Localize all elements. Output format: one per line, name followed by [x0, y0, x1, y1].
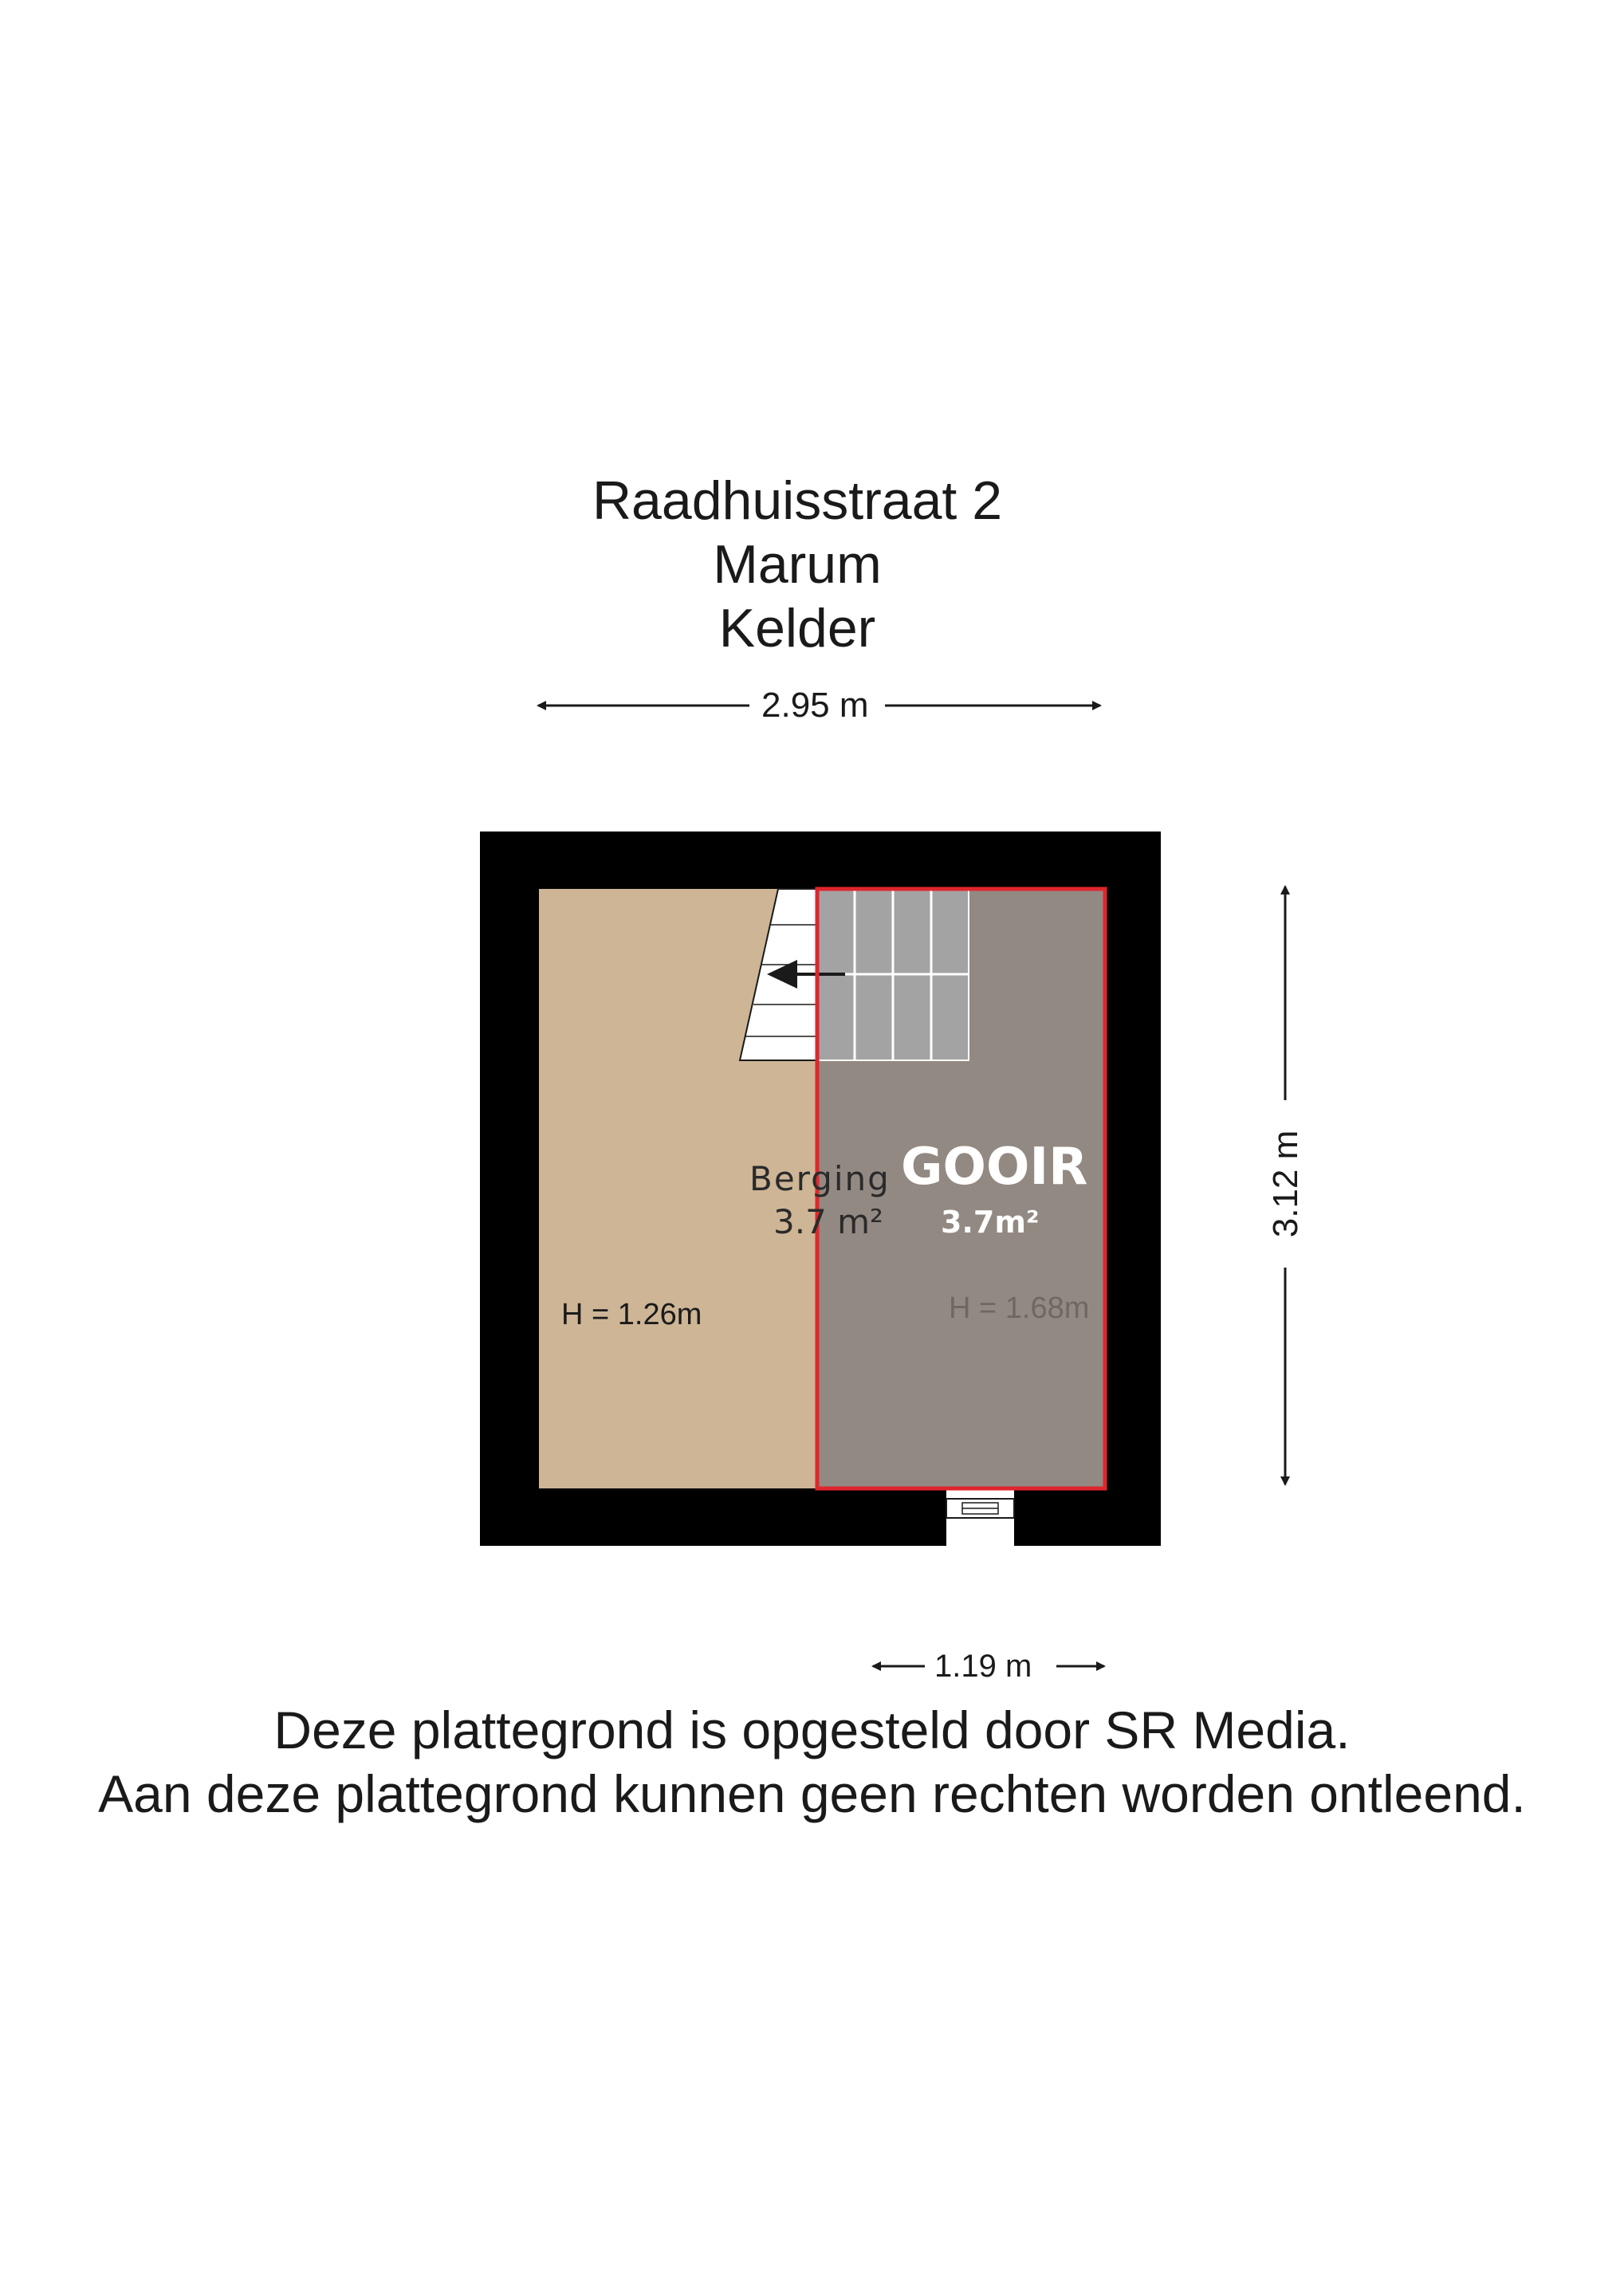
- dimension-bottom-label: 1.19 m: [934, 1646, 1032, 1686]
- bottom-wall-opening: [946, 1488, 1014, 1546]
- gooir-brand-label: GOOIR: [901, 1138, 1088, 1197]
- room-name-berging: Berging: [749, 1159, 891, 1198]
- footer-line-1: Deze plattegrond is opgesteld door SR Media.: [273, 1700, 1351, 1759]
- address-title: Raadhuisstraat 2: [592, 470, 1003, 531]
- gooir-area-label: 3.7m²: [941, 1205, 1040, 1240]
- room-area-berging: 3.7 m²: [773, 1202, 883, 1241]
- city-title: Marum: [713, 534, 882, 595]
- dimension-right-label: 3.12 m: [1266, 1124, 1306, 1244]
- room-height-berging: H = 1.26m: [561, 1298, 702, 1331]
- room-height-right-zone: H = 1.68m: [949, 1292, 1090, 1325]
- floor-title: Kelder: [718, 598, 876, 659]
- dimension-top-label: 2.95 m: [761, 686, 869, 725]
- footer-line-2: Aan deze plattegrond kunnen geen rechten worden ontleend.: [98, 1764, 1526, 1823]
